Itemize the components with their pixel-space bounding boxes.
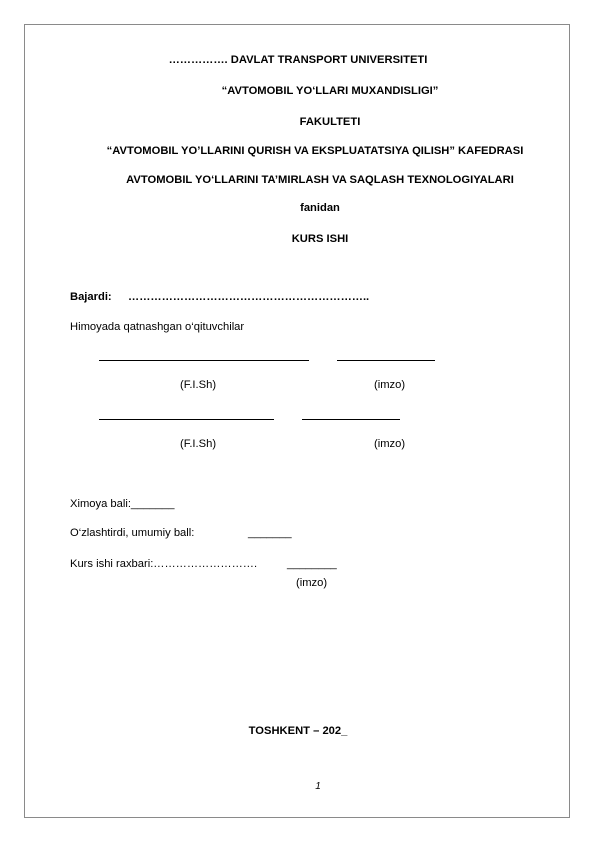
department-title: “AVTOMOBIL YO’LLARINI QURISH VA EKSPLUATATSIYA QILISH” KAFEDRASI <box>106 145 524 157</box>
committee-imzo-2: (imzo) <box>374 438 406 450</box>
performer-dots: ……………………………………………………….. <box>128 291 370 303</box>
faculty-name: “AVTOMOBIL YO‘LLARI MUXANDISLIGI” <box>221 85 439 97</box>
committee-sign-line-1 <box>337 360 435 361</box>
committee-name-line-2 <box>99 419 274 420</box>
faculty-word: FAKULTETI <box>299 116 361 128</box>
overall-score-label: O‘zlashtirdi, umumiy ball: <box>70 527 195 539</box>
university-title: ……………. DAVLAT TRANSPORT UNIVERSITETI <box>168 54 428 66</box>
committee-name-line-1 <box>99 360 309 361</box>
supervisor-blank: ________ <box>287 558 337 570</box>
overall-score-blank: _______ <box>248 527 292 539</box>
performer-label: Bajardi: <box>70 291 112 303</box>
supervisor-label: Kurs ishi raxbari:………………………. <box>70 558 258 570</box>
committee-sign-line-2 <box>302 419 400 420</box>
committee-imzo-1: (imzo) <box>374 379 406 391</box>
supervisor-sign-caption: (imzo) <box>296 577 328 589</box>
committee-fish-2: (F.I.Sh) <box>180 438 217 450</box>
subject-title: AVTOMOBIL YO‘LLARINI TA’MIRLASH VA SAQLASH TEXNOLOGIYALARI <box>126 174 514 186</box>
subject-suffix: fanidan <box>300 202 340 214</box>
page-number: 1 <box>315 781 321 792</box>
work-type: KURS ISHI <box>291 233 349 245</box>
committee-label: Himoyada qatnashgan o‘qituvchilar <box>70 321 245 333</box>
city-year: TOSHKENT – 202_ <box>248 725 348 737</box>
committee-fish-1: (F.I.Sh) <box>180 379 217 391</box>
defense-score: Ximoya bali:_______ <box>70 498 175 510</box>
